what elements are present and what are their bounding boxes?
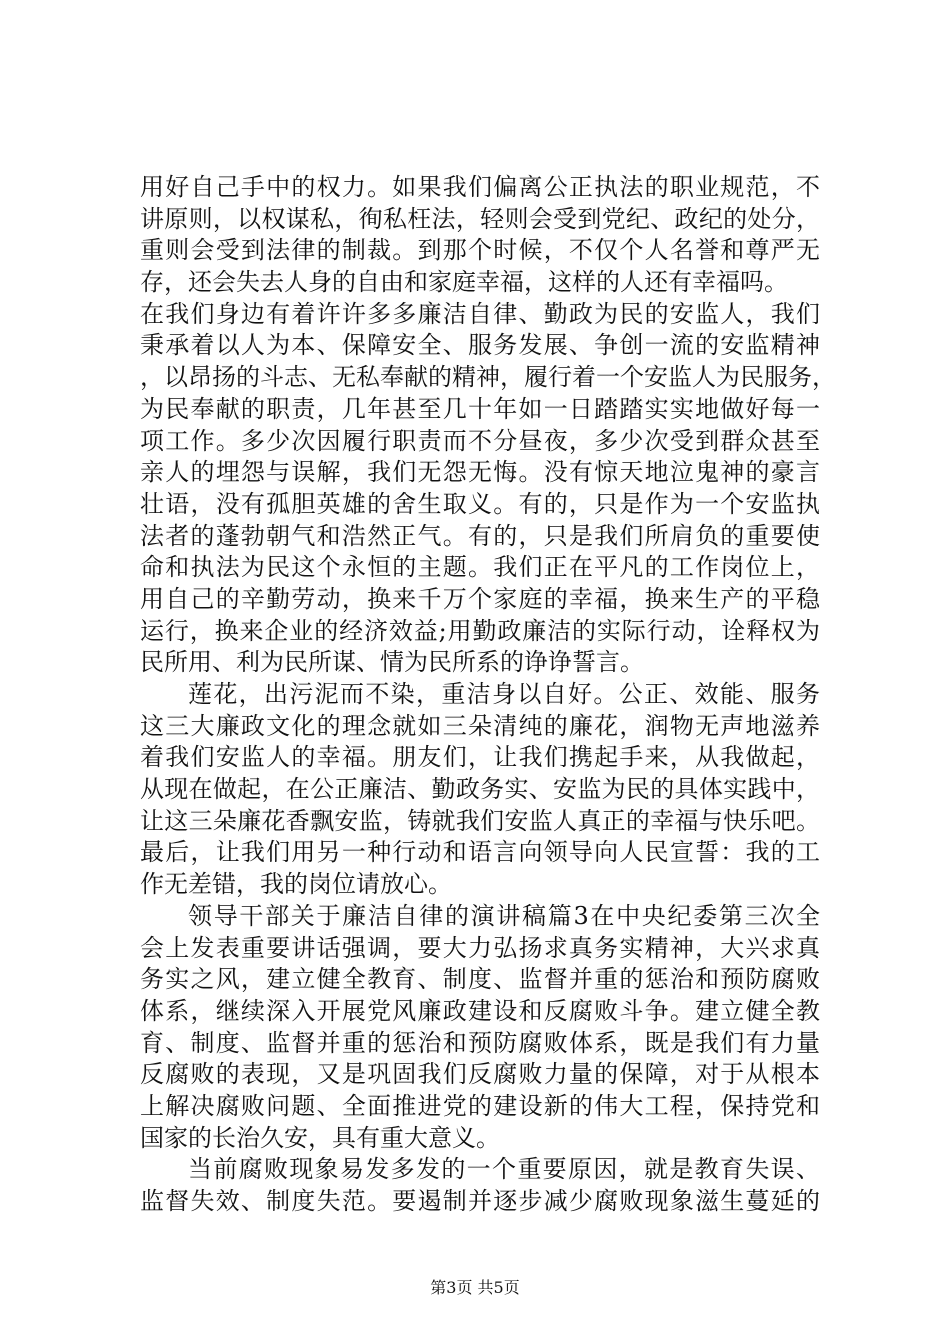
text-line: 亲人的埋怨与误解，我们无怨无悔。没有惊天地泣鬼神的豪言 (140, 458, 820, 487)
text-line: 讲原则，以权谋私，徇私枉法，轻则会受到党纪、政纪的处分， (140, 204, 820, 233)
text-line: 反腐败的表现，又是巩固我们反腐败力量的保障，对于从根本 (140, 1060, 820, 1089)
text-line: 作无差错，我的岗位请放心。 (140, 870, 452, 899)
text-line: 当前腐败现象易发多发的一个重要原因，就是教育失误、 (188, 1155, 820, 1184)
text-line: 运行，换来企业的经济效益;用勤政廉洁的实际行动，诠释权为 (140, 616, 820, 645)
text-line: 用自己的辛勤劳动，换来千万个家庭的幸福，换来生产的平稳 (140, 584, 820, 613)
text-line: 项工作。多少次因履行职责而不分昼夜，多少次受到群众甚至 (140, 426, 820, 455)
text-line: 着我们安监人的幸福。朋友们，让我们携起手来，从我做起， (140, 743, 820, 772)
text-line: 为民奉献的职责，几年甚至几十年如一日踏踏实实地做好每一 (140, 394, 820, 423)
text-line: 存，还会失去人身的自由和家庭幸福，这样的人还有幸福吗。 (140, 268, 788, 297)
text-line: 这三大廉政文化的理念就如三朵清纯的廉花，润物无声地滋养 (140, 711, 820, 740)
text-line: 用好自己手中的权力。如果我们偏离公正执法的职业规范，不 (140, 173, 820, 201)
text-line: 重则会受到法律的制裁。到那个时候，不仅个人名誉和尊严无 (140, 236, 820, 265)
text-line: 法者的蓬勃朝气和浩然正气。有的，只是我们所肩负的重要使 (140, 521, 820, 550)
document-body (140, 172, 836, 1218)
text-line: 务实之风，建立健全教育、制度、监督并重的惩治和预防腐败 (140, 965, 820, 994)
text-line: 领导干部关于廉洁自律的演讲稿篇3在中央纪委第三次全 (188, 901, 820, 930)
text-line: 体系，继续深入开展党风廉政建设和反腐败斗争。建立健全教 (140, 996, 820, 1025)
text-line: 监督失效、制度失范。要遏制并逐步减少腐败现象滋生蔓延的 (140, 1187, 820, 1215)
text-line: 从现在做起，在公正廉洁、勤政务实、安监为民的具体实践中， (140, 775, 820, 804)
text-line: 国家的长治久安，具有重大意义。 (140, 1123, 500, 1152)
text-line: 育、制度、监督并重的惩治和预防腐败体系，既是我们有力量 (140, 1028, 820, 1057)
text-line: 在我们身边有着许许多多廉洁自律、勤政为民的安监人，我们 (140, 299, 820, 328)
text-line: 秉承着以人为本、保障安全、服务发展、争创一流的安监精神 (140, 331, 820, 360)
text-line: 上解决腐败问题、全面推进党的建设新的伟大工程，保持党和 (140, 1091, 820, 1120)
text-line: ，以昂扬的斗志、无私奉献的精神，履行着一个安监人为民服务， (140, 363, 836, 392)
text-line: 命和执法为民这个永恒的主题。我们正在平凡的工作岗位上， (140, 553, 820, 582)
text-line: 会上发表重要讲话强调，要大力弘扬求真务实精神，大兴求真 (140, 933, 820, 962)
page-footer: 第3页 共5页 (430, 1278, 520, 1297)
text-line: 壮语，没有孤胆英雄的舍生取义。有的，只是作为一个安监执 (140, 489, 820, 518)
text-line: 让这三朵廉花香飘安监，铸就我们安监人真正的幸福与快乐吧。 (140, 806, 820, 835)
text-line: 民所用、利为民所谋、情为民所系的诤诤誓言。 (140, 648, 644, 677)
text-line: 最后，让我们用另一种行动和语言向领导向人民宣誓：我的工 (140, 838, 820, 867)
text-line: 莲花，出污泥而不染，重洁身以自好。公正、效能、服务 (188, 680, 820, 708)
